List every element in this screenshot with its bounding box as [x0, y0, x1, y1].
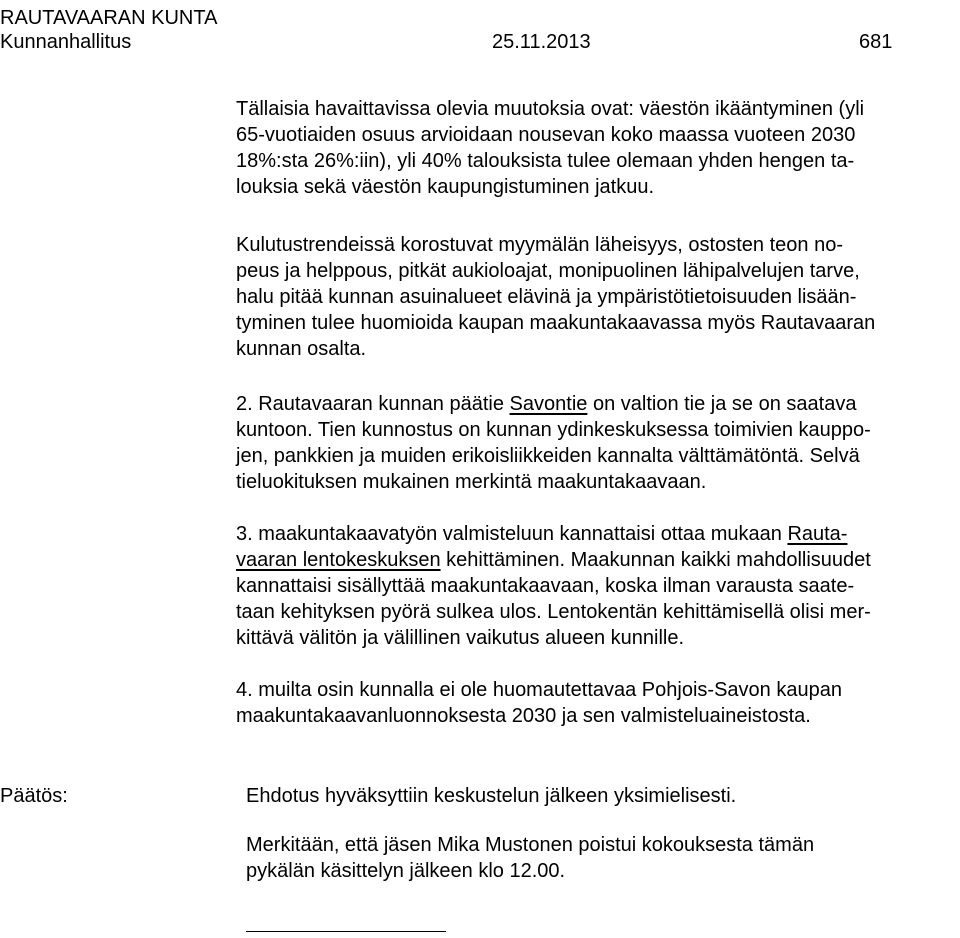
text-segment: 2. Rautavaaran kunnan päätie [236, 393, 510, 415]
text-line: 4. muilta osin kunnalla ei ole huomautettavaa Pohjois-Savon kaupan [236, 679, 842, 701]
decision-text: Ehdotus hyväksyttiin keskustelun jälkeen yksimielisesti. [246, 785, 737, 807]
decision-label: Päätös: [0, 785, 68, 807]
text-segment: 3. maakuntakaavatyön valmisteluun kannattaisi ottaa mukaan [236, 523, 788, 545]
text-line: louksia sekä väestön kaupungistuminen jatkuu. [236, 176, 655, 198]
decision-note-line: Merkitään, että jäsen Mika Mustonen poistui kokouksesta tämän [246, 834, 815, 856]
text-line: halu pitää kunnan asuinalueet elävinä ja ympäristötietoisuuden lisään- [236, 286, 857, 308]
savontie-underlined: Savontie [509, 393, 588, 415]
organization-name: RAUTAVAARAN KUNTA [0, 7, 218, 29]
text-line: peus ja helppous, pitkät aukioloajat, monipuolinen lähipalvelujen tarve, [236, 260, 860, 282]
text-line: tyminen tulee huomioida kaupan maakuntakaavassa myös Rautavaaran [236, 312, 876, 334]
text-segment: kehittäminen. Maakunnan kaikki mahdollisuudet [440, 549, 871, 571]
meeting-date: 25.11.2013 [492, 31, 591, 53]
text-line: kittävä välitön ja välillinen vaikutus alueen kunnille. [236, 627, 685, 649]
text-line: 65-vuotiaiden osuus arvioidaan nousevan koko maassa vuoteen 2030 [236, 124, 856, 146]
airport-underlined-part1: Rauta- [787, 523, 848, 545]
text-line: taan kehityksen pyörä sulkea ulos. Lentokentän kehittämisellä olisi mer- [236, 601, 871, 623]
text-line: jen, pankkien ja muiden erikoisliikkeiden kannalta välttämätöntä. Selvä [236, 445, 860, 467]
page-number: 681 [859, 31, 893, 53]
text-line [236, 391, 856, 417]
text-line: kunnan osalta. [236, 338, 367, 360]
text-line: kannattaisi sisällyttää maakuntakaavaan, koska ilman varausta saate- [236, 575, 855, 597]
text-line: Tällaisia havaittavissa olevia muutoksia ovat: väestön ikääntyminen (yli [236, 98, 865, 120]
text-line [236, 547, 871, 573]
text-segment: on valtion tie ja se on saatava [587, 393, 857, 415]
text-line: 18%:sta 26%:iin), yli 40% talouksista tulee olemaan yhden hengen ta- [236, 150, 855, 172]
text-line: tieluokituksen mukainen merkintä maakuntakaavaan. [236, 471, 707, 493]
meeting-body: Kunnanhallitus [0, 31, 132, 53]
airport-underlined-part2: vaaran lentokeskuksen [236, 549, 441, 571]
text-line [236, 521, 847, 547]
text-line: Kulutustrendeissä korostuvat myymälän läheisyys, ostosten teon no- [236, 234, 843, 256]
decision-note-line: pykälän käsittelyn jälkeen klo 12.00. [246, 860, 566, 882]
text-line: kuntoon. Tien kunnostus on kunnan ydinkeskuksessa toimivien kauppo- [236, 419, 871, 441]
signature-line [246, 931, 446, 932]
text-line: maakuntakaavanluonnoksesta 2030 ja sen valmisteluaineistosta. [236, 705, 811, 727]
